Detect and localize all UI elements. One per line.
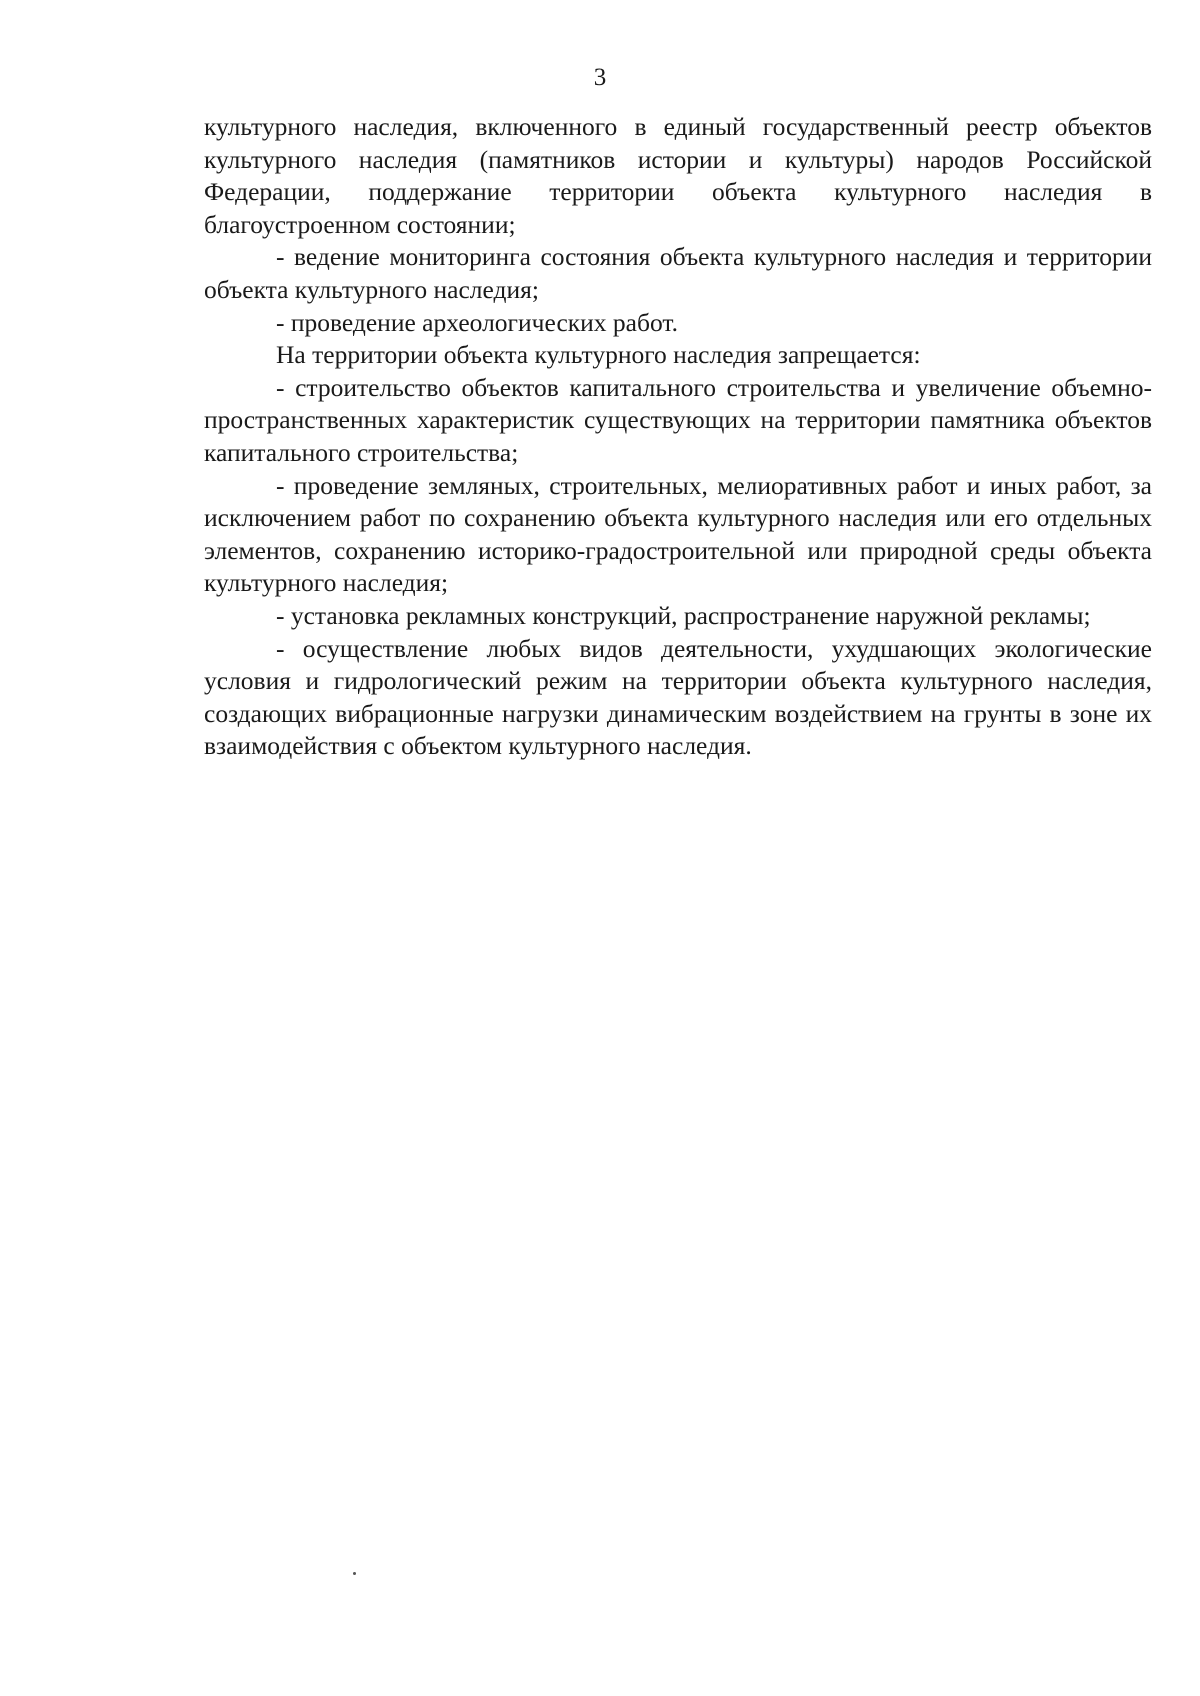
prohibitions-heading: На территории объекта культурного наследия запрещается:: [276, 340, 921, 370]
paragraph-continuation: культурного наследия, включенного в единый государственный реестр объектов культурного наследия (памятников истории и культуры) народов Российской Федерации, поддержание территории объекта культурного наследия в благоустроенном состоянии;: [204, 112, 1152, 239]
list-item-archaeology: - проведение археологических работ.: [276, 307, 678, 337]
list-item-advertising: - установка рекламных конструкций, распространение наружной рекламы;: [276, 600, 1091, 630]
list-item-activities: - осуществление любых видов деятельности, ухудшающих экологические условия и гидрологический режим на территории объекта культурного наследия, создающих вибрационные нагрузки динамическим воздействием на грунты в зоне их взаимодействия с объектом культурного наследия.: [204, 633, 1152, 761]
document-body: [204, 111, 1152, 763]
page-number: 3: [593, 64, 607, 91]
scan-speck: [353, 1572, 356, 1575]
list-item-earthworks: - проведение земляных, строительных, мелиоративных работ и иных работ, за исключением работ по сохранению объекта культурного наследия или его отдельных элементов, сохранению историко-градостроительной или природной среды объекта культурного наследия;: [204, 470, 1152, 598]
list-item-monitoring: - ведение мониторинга состояния объекта культурного наследия и территории объекта культурного наследия;: [204, 242, 1152, 304]
list-item-construction: - строительство объектов капитального строительства и увеличение объемно-пространственных характеристик существующих на территории памятника объектов капитального строительства;: [204, 372, 1152, 467]
